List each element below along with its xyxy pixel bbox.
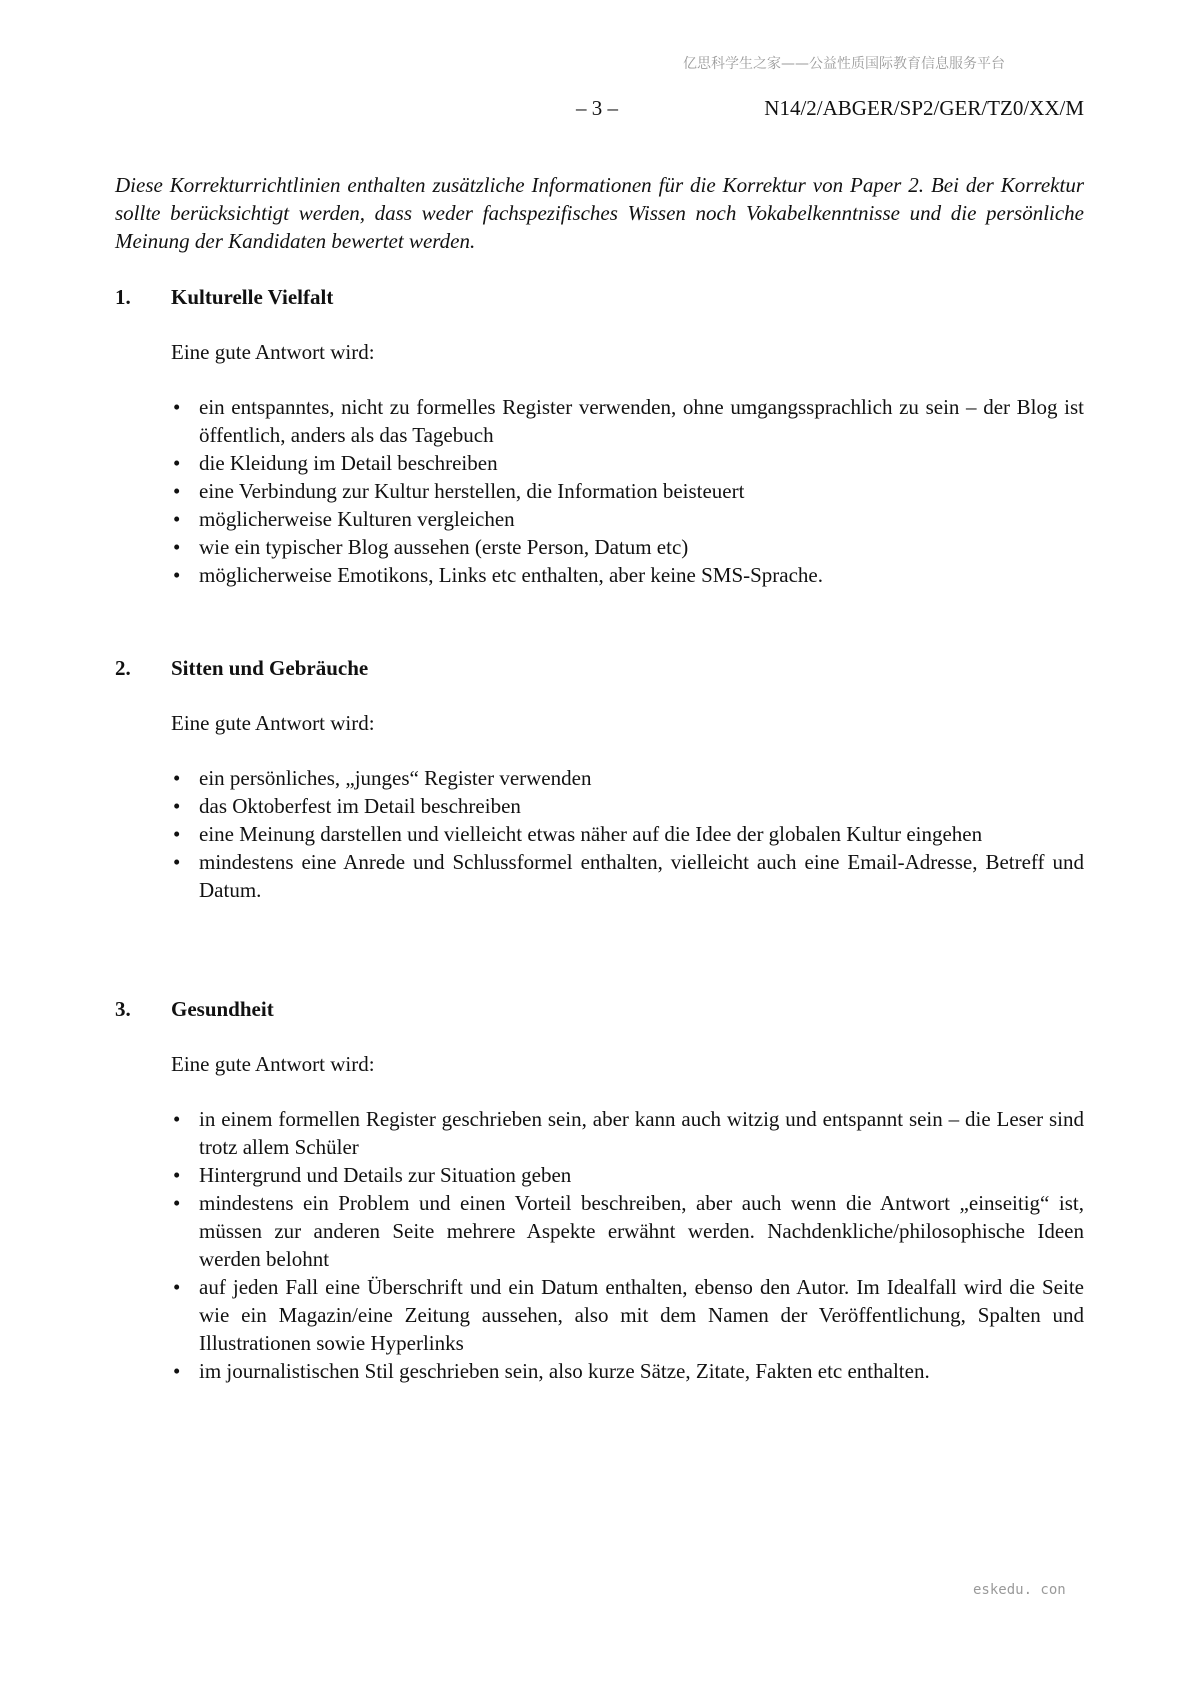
list-item <box>171 792 1084 820</box>
point-list <box>171 764 1084 904</box>
bullet-icon: • <box>173 1107 181 1131</box>
section-number: 1. <box>115 285 131 309</box>
list-item <box>171 561 1084 589</box>
section-title: Sitten und Gebräuche <box>171 656 369 680</box>
bullet-icon: • <box>173 1191 181 1215</box>
list-item <box>171 533 1084 561</box>
bullet-icon: • <box>173 794 181 818</box>
list-item-text: auf jeden Fall eine Überschrift und ein Datum enthalten, ebenso den Autor. Im Idealfall wird die Seite wie ein Magazin/eine Zeitung aussehen, also mit dem Namen der Veröffentlichung, Spalten und Illustrationen sowie Hyperlinks <box>199 1275 1084 1355</box>
section-lead: Eine gute Antwort wird: <box>171 340 375 364</box>
list-item <box>171 1105 1084 1161</box>
page-number: – 3 – <box>576 96 618 120</box>
point-list <box>171 1105 1084 1385</box>
section-lead: Eine gute Antwort wird: <box>171 711 375 735</box>
bullet-icon: • <box>173 507 181 531</box>
list-item <box>171 449 1084 477</box>
list-item-text: möglicherweise Emotikons, Links etc enthalten, aber keine SMS-Sprache. <box>199 563 824 587</box>
bullet-icon: • <box>173 822 181 846</box>
list-item <box>171 393 1084 449</box>
page-header <box>0 94 1084 124</box>
list-item-text: eine Verbindung zur Kultur herstellen, die Information beisteuert <box>199 479 745 503</box>
list-item-text: ein entspanntes, nicht zu formelles Register verwenden, ohne umgangssprachlich zu sein – der Blog ist öffentlich, anders als das Tagebuch <box>199 395 1084 447</box>
list-item-text: möglicherweise Kulturen vergleichen <box>199 507 515 531</box>
bullet-icon: • <box>173 479 181 503</box>
document-code: N14/2/ABGER/SP2/GER/TZ0/XX/M <box>764 96 1084 120</box>
bullet-icon: • <box>173 563 181 587</box>
section-title: Gesundheit <box>171 997 274 1021</box>
list-item-text: wie ein typischer Blog aussehen (erste Person, Datum etc) <box>199 535 689 559</box>
list-item-text: in einem formellen Register geschrieben sein, aber kann auch witzig und entspannt sein – die Leser sind trotz allem Schüler <box>199 1107 1084 1159</box>
bullet-icon: • <box>173 395 181 419</box>
list-item-text: mindestens ein Problem und einen Vorteil beschreiben, aber auch wenn die Antwort „einseitig“ ist, müssen zur anderen Seite mehrere Aspekte erwähnt werden. Nachdenkliche/philosophische Ideen werden belohnt <box>199 1191 1084 1271</box>
section-title: Kulturelle Vielfalt <box>171 285 334 309</box>
point-list <box>171 393 1084 589</box>
section-heading <box>115 654 1084 682</box>
list-item <box>171 1189 1084 1273</box>
section-number: 2. <box>115 656 131 680</box>
list-item-text: im journalistischen Stil geschrieben sein, also kurze Sätze, Zitate, Fakten etc enthalten. <box>199 1359 930 1383</box>
list-item-text: Hintergrund und Details zur Situation geben <box>199 1163 572 1187</box>
list-item <box>171 1273 1084 1357</box>
section-number: 3. <box>115 997 131 1021</box>
list-item <box>171 505 1084 533</box>
list-item <box>171 848 1084 904</box>
bullet-icon: • <box>173 766 181 790</box>
intro-paragraph: Diese Korrekturrichtlinien enthalten zusätzliche Informationen für die Korrektur von Paper 2. Bei der Korrektur sollte berücksichtigt werden, dass weder fachspezifisches Wissen noch Vokabelkenntnisse und die persönliche Meinung der Kandidaten bewertet werden. <box>115 173 1084 253</box>
list-item <box>171 764 1084 792</box>
bullet-icon: • <box>173 1163 181 1187</box>
bullet-icon: • <box>173 451 181 475</box>
list-item <box>171 820 1084 848</box>
section-kulturelle-vielfalt <box>115 283 1084 589</box>
bullet-icon: • <box>173 535 181 559</box>
section-gesundheit <box>115 995 1084 1385</box>
section-sitten-und-gebraeuche <box>115 654 1084 904</box>
list-item-text: mindestens eine Anrede und Schlussformel enthalten, vielleicht auch eine Email-Adresse, Betreff und Datum. <box>199 850 1084 902</box>
section-lead: Eine gute Antwort wird: <box>171 1052 375 1076</box>
list-item-text: ein persönliches, „junges“ Register verwenden <box>199 766 592 790</box>
bullet-icon: • <box>173 1275 181 1299</box>
list-item <box>171 1357 1084 1385</box>
watermark-bottom: eskedu. con <box>973 1582 1066 1598</box>
section-heading <box>115 995 1084 1023</box>
list-item <box>171 477 1084 505</box>
list-item-text: eine Meinung darstellen und vielleicht etwas näher auf die Idee der globalen Kultur eingehen <box>199 822 983 846</box>
section-heading <box>115 283 1084 311</box>
bullet-icon: • <box>173 850 181 874</box>
watermark-top: 亿思科学生之家——公益性质国际教育信息服务平台 <box>683 56 1005 72</box>
bullet-icon: • <box>173 1359 181 1383</box>
list-item-text: die Kleidung im Detail beschreiben <box>199 451 498 475</box>
list-item <box>171 1161 1084 1189</box>
list-item-text: das Oktoberfest im Detail beschreiben <box>199 794 521 818</box>
